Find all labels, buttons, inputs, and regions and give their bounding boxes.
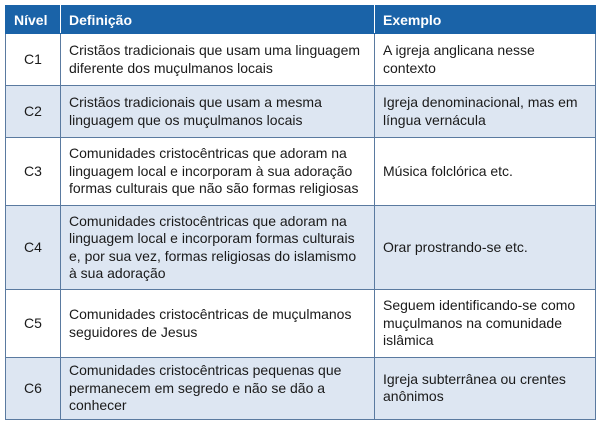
definition-cell: Comunidades cristocêntricas pequenas que permanecem em segredo e não se dão a conhecer	[61, 358, 375, 420]
definition-cell: Cristãos tradicionais que usam a mesma linguagem que os muçulmanos locais	[61, 86, 375, 138]
example-cell: Igreja denominacional, mas em língua vernácula	[375, 86, 596, 138]
level-cell: C6	[6, 358, 61, 420]
table-row	[6, 138, 596, 206]
definition-cell: Cristãos tradicionais que usam uma linguagem diferente dos muçulmanos locais	[61, 34, 375, 86]
level-cell: C4	[6, 206, 61, 290]
definition-cell: Comunidades cristocêntricas que adoram na linguagem local e incorporam à sua adoração formas culturais que não são formas religiosas	[61, 138, 375, 206]
definition-cell: Comunidades cristocêntricas de muçulmanos seguidores de Jesus	[61, 290, 375, 358]
example-cell: Seguem identificando-se como muçulmanos na comunidade islâmica	[375, 290, 596, 358]
header-row	[6, 6, 596, 34]
level-cell: C3	[6, 138, 61, 206]
example-cell: Música folclórica etc.	[375, 138, 596, 206]
example-cell: Igreja subterrânea ou crentes anônimos	[375, 358, 596, 420]
example-cell: Orar prostrando-se etc.	[375, 206, 596, 290]
table-row	[6, 86, 596, 138]
level-cell: C5	[6, 290, 61, 358]
c-scale-table-container	[5, 5, 595, 417]
level-cell: C2	[6, 86, 61, 138]
table-body	[6, 34, 596, 420]
example-cell: A igreja anglicana nesse contexto	[375, 34, 596, 86]
definition-cell: Comunidades cristocêntricas que adoram na linguagem local e incorporam formas culturais e, por sua vez, formas religiosas do islamismo à sua adoração	[61, 206, 375, 290]
header-example: Exemplo	[375, 6, 596, 34]
table-row	[6, 358, 596, 420]
table-header	[6, 6, 596, 34]
table-row	[6, 290, 596, 358]
level-cell: C1	[6, 34, 61, 86]
c-scale-table	[5, 5, 596, 420]
header-level: Nível	[6, 6, 61, 34]
table-row	[6, 206, 596, 290]
table-row	[6, 34, 596, 86]
header-definition: Definição	[61, 6, 375, 34]
